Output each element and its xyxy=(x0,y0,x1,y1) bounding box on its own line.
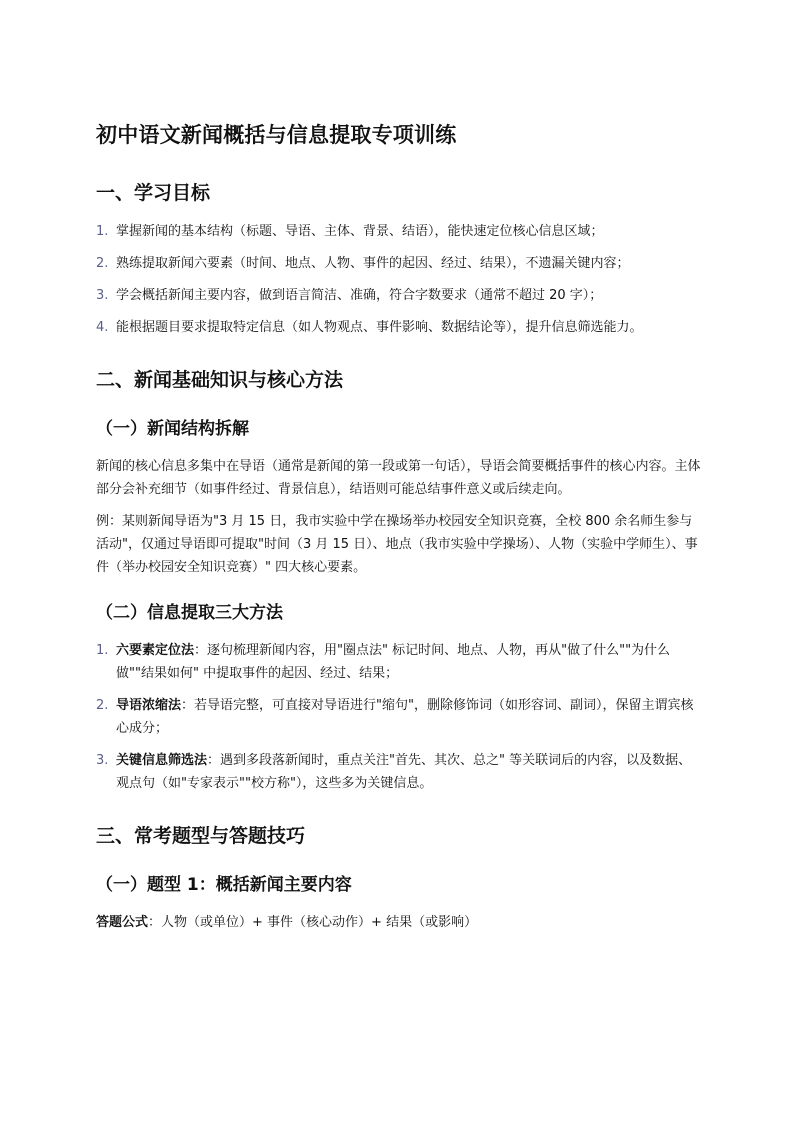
list-number: 4. xyxy=(96,320,109,335)
list-item xyxy=(96,220,704,243)
list-item xyxy=(96,749,704,795)
list-item-text: 掌握新闻的基本结构（标题、导语、主体、背景、结语），能快速定位核心信息区域； xyxy=(116,224,604,239)
list-item xyxy=(96,694,704,740)
list-item-text: 能根据题目要求提取特定信息（如人物观点、事件影响、数据结论等），提升信息筛选能力。 xyxy=(116,320,643,335)
formula-label: 答题公式 xyxy=(96,915,149,930)
section-heading-basics-methods: 二、新闻基础知识与核心方法 xyxy=(96,369,344,391)
list-number: 2. xyxy=(96,698,109,713)
section-heading-learning-goals: 一、学习目标 xyxy=(96,182,211,204)
list-item xyxy=(96,284,704,307)
paragraph-news-structure: 新闻的核心信息多集中在导语（通常是新闻的第一段或第一句话），导语会简要概括事件的核心内容。主体部分会补充细节（如事件经过、背景信息），结语则可能总结事件意义或后续走向。 xyxy=(96,459,701,497)
list-item xyxy=(96,316,704,339)
section-heading-question-types: 三、常考题型与答题技巧 xyxy=(96,825,306,847)
method-label: 关键信息筛选法 xyxy=(116,753,208,768)
learning-goals-list xyxy=(96,220,704,339)
list-number: 2. xyxy=(96,256,109,271)
method-text: ：逐句梳理新闻内容，用"圈点法" 标记时间、地点、人物，再从"做了什么""为什么做""结果如何" 中提取事件的起因、经过、结果； xyxy=(116,643,671,681)
list-number: 1. xyxy=(96,643,109,658)
list-item-text: 学会概括新闻主要内容，做到语言简洁、准确，符合字数要求（通常不超过 20 字）； xyxy=(116,288,603,303)
subsection-heading-extraction-methods: （二）信息提取三大方法 xyxy=(96,603,283,623)
method-label: 六要素定位法 xyxy=(116,643,195,658)
paragraph-example: 例：某则新闻导语为"3 月 15 日，我市实验中学在操场举办校园安全知识竞赛，全校 800 余名师生参与活动"，仅通过导语即可提取"时间（3 月 15 日）、地点（我市实验中学操场）、人物（实验中学师生）、事件（举办校园安全知识竞赛）" 四大核心要素。 xyxy=(96,514,698,575)
method-label: 导语浓缩法 xyxy=(116,698,182,713)
method-text: ：若导语完整，可直接对导语进行"缩句"，删除修饰词（如形容词、副词），保留主谓宾核心成分； xyxy=(116,698,694,736)
document-title: 初中语文新闻概括与信息提取专项训练 xyxy=(96,123,457,147)
list-item xyxy=(96,252,704,275)
list-number: 3. xyxy=(96,288,109,303)
list-number: 1. xyxy=(96,224,109,239)
list-item-text: 熟练提取新闻六要素（时间、地点、人物、事件的起因、经过、结果），不遗漏关键内容； xyxy=(116,256,630,271)
method-text: ：遇到多段落新闻时，重点关注"首先、其次、总之" 等关联词后的内容，以及数据、观点句（如"专家表示""校方称"），这些多为关键信息。 xyxy=(116,753,692,791)
subsection-heading-question-type-1: （一）题型 1：概括新闻主要内容 xyxy=(96,875,352,895)
list-number: 3. xyxy=(96,753,109,768)
formula-text: ：人物（或单位）+ 事件（核心动作）+ 结果（或影响） xyxy=(148,915,478,930)
subsection-heading-news-structure: （一）新闻结构拆解 xyxy=(96,419,249,439)
list-item xyxy=(96,639,704,685)
answer-formula xyxy=(96,911,704,934)
extraction-methods-list xyxy=(96,639,704,795)
